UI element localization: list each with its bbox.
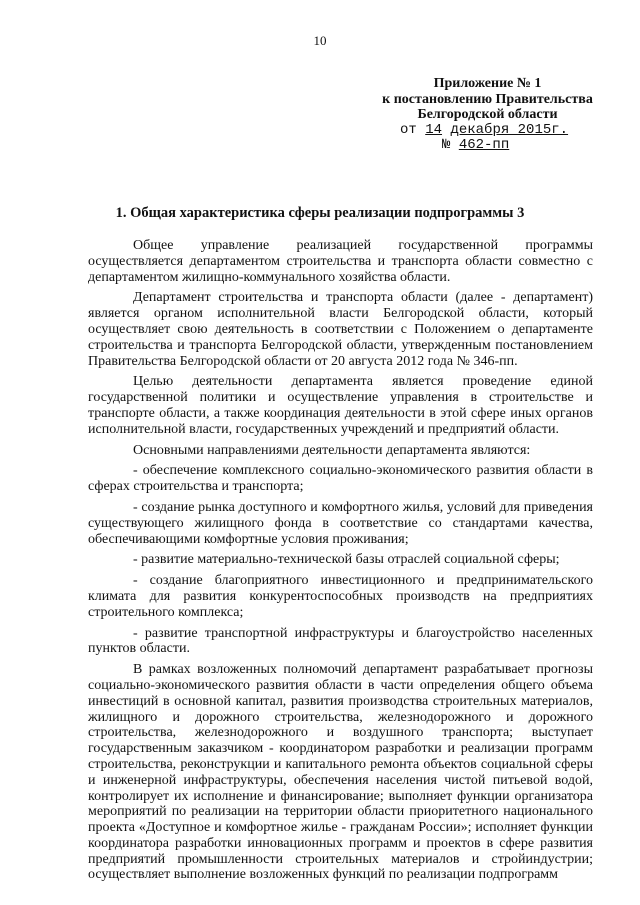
appendix-title: Приложение № 1 [433, 76, 542, 91]
list-item: - развитие материально-технической базы отраслей социальной сферы; [133, 552, 560, 568]
paragraph: Департамент строительства и транспорта области (далее - департамент) является органом исполнительной власти Белгородской области, который осуществляет свою деятельность в соответствии с Положением о департаменте строительства и транспорта Белгородской области, утвержденным постановлением Правительства Белгородской области от 20 августа 2012 года № 346-пп. [88, 290, 593, 369]
appendix-date [380, 123, 595, 139]
paragraph: Основными направлениями деятельности департамента являются: [133, 442, 531, 458]
section-title: 1. Общая характеристика сферы реализации подпрограммы 3 [115, 205, 525, 221]
appendix-number [380, 138, 595, 154]
paragraph: В рамках возложенных полномочий департамент разрабатывает прогнозы социально-экономического развития области в части определения общего объема инвестиций в основной капитал, развития производства строительных материалов, жилищного и дорожного строительства, железнодорожного и дорожного строительства, железнодорожного и воздушного транспорта; выступает государственным заказчиком - координатором разработки и реализации программ строительства, реконструкции и капитального ремонта объектов социальной сферы и инженерной инфраструктуры, обеспечения населения чистой питьевой водой, контролирует их исполнение и финансирование; выполняет функции организатора мероприятий по реализации на территории области приоритетного национального проекта «Доступное и комфортное жилье - гражданам России»; исполняет функции координатора разработки инновационных программ и проектов в сфере развития предприятий промышленности строительных материалов и стройиндустрии; осуществляет выполнение возложенных функций по реализации подпрограмм [88, 662, 593, 883]
appendix-region: Белгородской области [417, 107, 558, 122]
number-value: 462-пп [458, 137, 510, 153]
page-number: 10 [313, 33, 327, 48]
list-item: - развитие транспортной инфраструктуры и благоустройство населенных пунктов области. [88, 625, 593, 657]
date-month-year: декабря 2015г. [450, 121, 569, 138]
body-text [88, 238, 593, 888]
paragraph: Общее управление реализацией государственной программы осуществляется департаментом строительства и транспорта области совместно с департаментом жилищно-коммунального хозяйства области. [88, 238, 593, 285]
date-day: 14 [425, 121, 443, 138]
date-prefix: от [400, 121, 417, 138]
number-sign: № [442, 137, 451, 153]
paragraph: Целью деятельности департамента является проведение единой государственной политики и осуществление управления в строительстве и транспорте области, а также координация деятельности в этой сфере иных органов исполнительной власти, государственных учреждений и предприятий области. [88, 374, 593, 437]
appendix-reference: к постановлению Правительства [382, 91, 593, 107]
list-item: - обеспечение комплексного социально-экономического развития области в сферах строительства и транспорта; [88, 463, 593, 495]
list-item: - создание благоприятного инвестиционного и предпринимательского климата для развития конкурентоспособных производств на предприятиях строительного комплекса; [88, 573, 593, 620]
list-item: - создание рынка доступного и комфортного жилья, условий для приведения существующего жилищного фонда в соответствие со стандартами качества, обеспечивающими комфортные условия проживания; [88, 499, 593, 547]
appendix-header [380, 76, 595, 154]
